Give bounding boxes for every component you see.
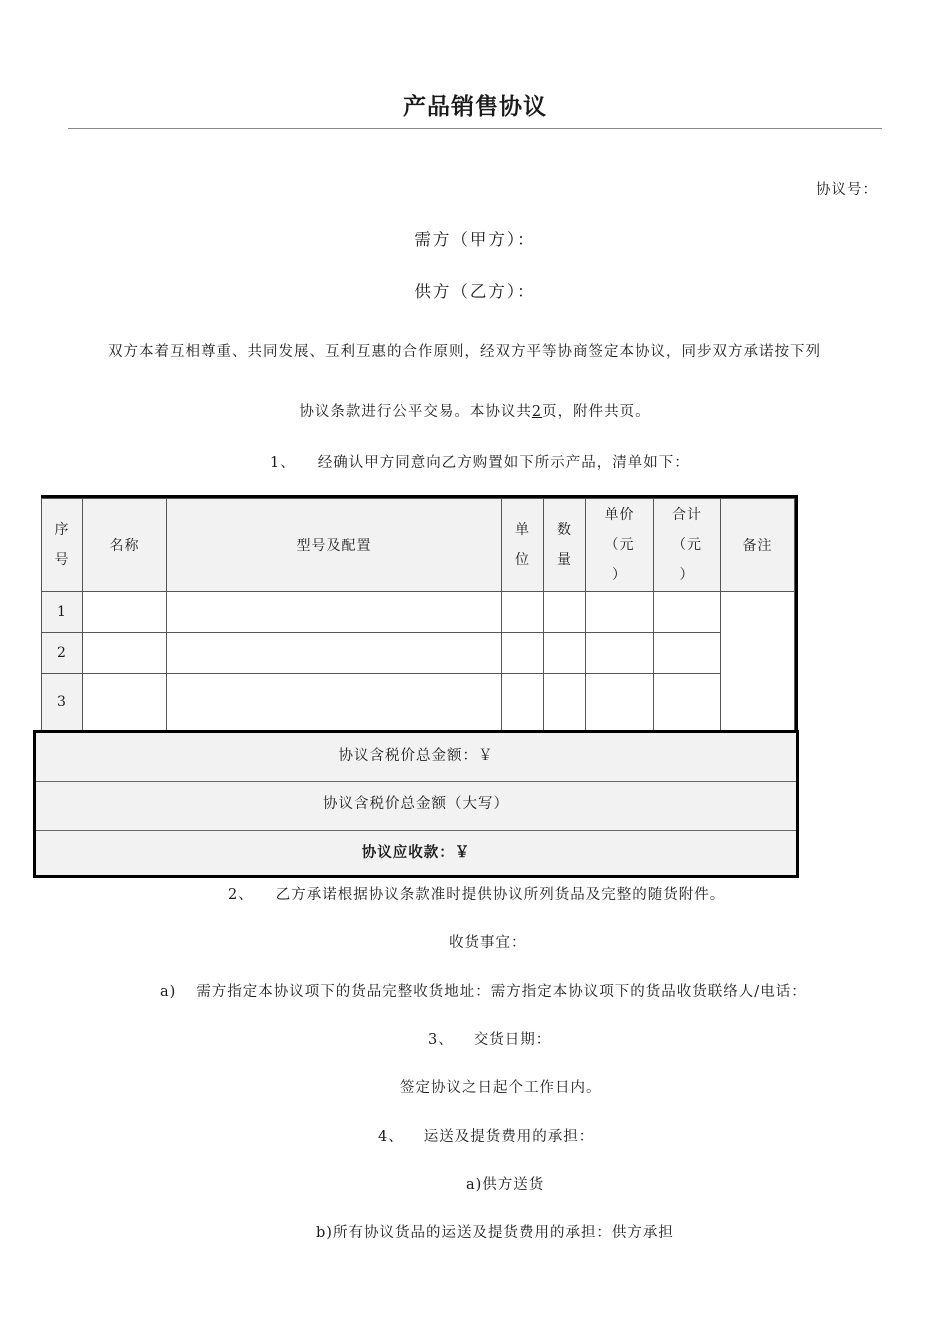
- cell-total[interactable]: [654, 633, 721, 674]
- clause-1-text: 经确认甲方同意向乙方购置如下所示产品，清单如下：: [317, 455, 690, 471]
- clause-4: 4、 运送及提货费用的承担：: [378, 1129, 595, 1145]
- intro-line-2: 协议条款进行公平交易。本协议共2页，附件共页。: [299, 404, 651, 420]
- row-seq: 2: [42, 633, 83, 674]
- cell-unit-price[interactable]: [586, 633, 654, 674]
- page-count: 2: [531, 404, 543, 420]
- cell-name[interactable]: [83, 592, 167, 633]
- cell-total[interactable]: [654, 592, 721, 633]
- row-seq: 3: [42, 674, 83, 731]
- clause-2: 2、 乙方承诺根据协议条款准时提供协议所列货品及完整的随货附件。: [228, 887, 726, 903]
- cell-name[interactable]: [83, 633, 167, 674]
- cell-remark[interactable]: [721, 592, 795, 731]
- clause-4-item-b: b)所有协议货品的运送及提货费用的承担：供方承担: [316, 1225, 674, 1241]
- header-model: 型号及配置: [167, 499, 502, 592]
- cell-name[interactable]: [83, 674, 167, 731]
- header-unit-price: 单价 （元 ）: [586, 499, 654, 592]
- receiving-item-a: a) 需方指定本协议项下的货品完整收货地址：需方指定本协议项下的货品收货联络人/电话：: [160, 984, 807, 1000]
- table-row: [42, 592, 795, 633]
- cell-model[interactable]: [167, 592, 502, 633]
- row-seq: 1: [42, 592, 83, 633]
- party-b-label: 供方（乙方）：: [414, 282, 536, 301]
- cell-unit[interactable]: [502, 592, 544, 633]
- intro-line-1: 双方本着互相尊重、共同发展、互利互惠的合作原则，经双方平等协商签定本协议，同步双方承诺按下列: [108, 344, 821, 360]
- cell-model[interactable]: [167, 633, 502, 674]
- cell-unit-price[interactable]: [586, 592, 654, 633]
- document-title: 产品销售协议: [403, 94, 547, 120]
- cell-qty[interactable]: [544, 592, 586, 633]
- receivable-row: 协议应收款：￥: [36, 831, 796, 875]
- cell-qty[interactable]: [544, 633, 586, 674]
- header-name: 名称: [83, 499, 167, 592]
- header-total: 合计 （元 ）: [654, 499, 721, 592]
- party-a-label: 需方（甲方）：: [414, 230, 536, 249]
- clause-3: 3、 交货日期：: [428, 1032, 552, 1048]
- cell-qty[interactable]: [544, 674, 586, 731]
- header-remark: 备注: [721, 499, 795, 592]
- total-tax-amount-row: 协议含税价总金额：￥: [36, 733, 796, 782]
- table-header-row: [42, 499, 795, 592]
- cell-unit-price[interactable]: [586, 674, 654, 731]
- total-amount-uppercase-row: 协议含税价总金额（大写）: [36, 782, 796, 831]
- title-divider: [68, 128, 882, 129]
- header-seq: 序 号: [42, 499, 83, 592]
- cell-unit[interactable]: [502, 633, 544, 674]
- cell-unit[interactable]: [502, 674, 544, 731]
- cell-model[interactable]: [167, 674, 502, 731]
- product-table: [41, 498, 795, 731]
- delivery-text: 签定协议之日起个工作日内。: [400, 1080, 602, 1096]
- header-qty: 数 量: [544, 499, 586, 592]
- header-unit: 单 位: [502, 499, 544, 592]
- receiving-title: 收货事宜：: [449, 935, 527, 951]
- agreement-number-label: 协议号：: [816, 182, 878, 198]
- table-row: [42, 633, 795, 674]
- cell-total[interactable]: [654, 674, 721, 731]
- clause-1-number: 1、: [270, 455, 296, 471]
- table-row: [42, 674, 795, 731]
- clause-4-item-a: a)供方送货: [466, 1177, 545, 1193]
- clause-1: [270, 451, 690, 472]
